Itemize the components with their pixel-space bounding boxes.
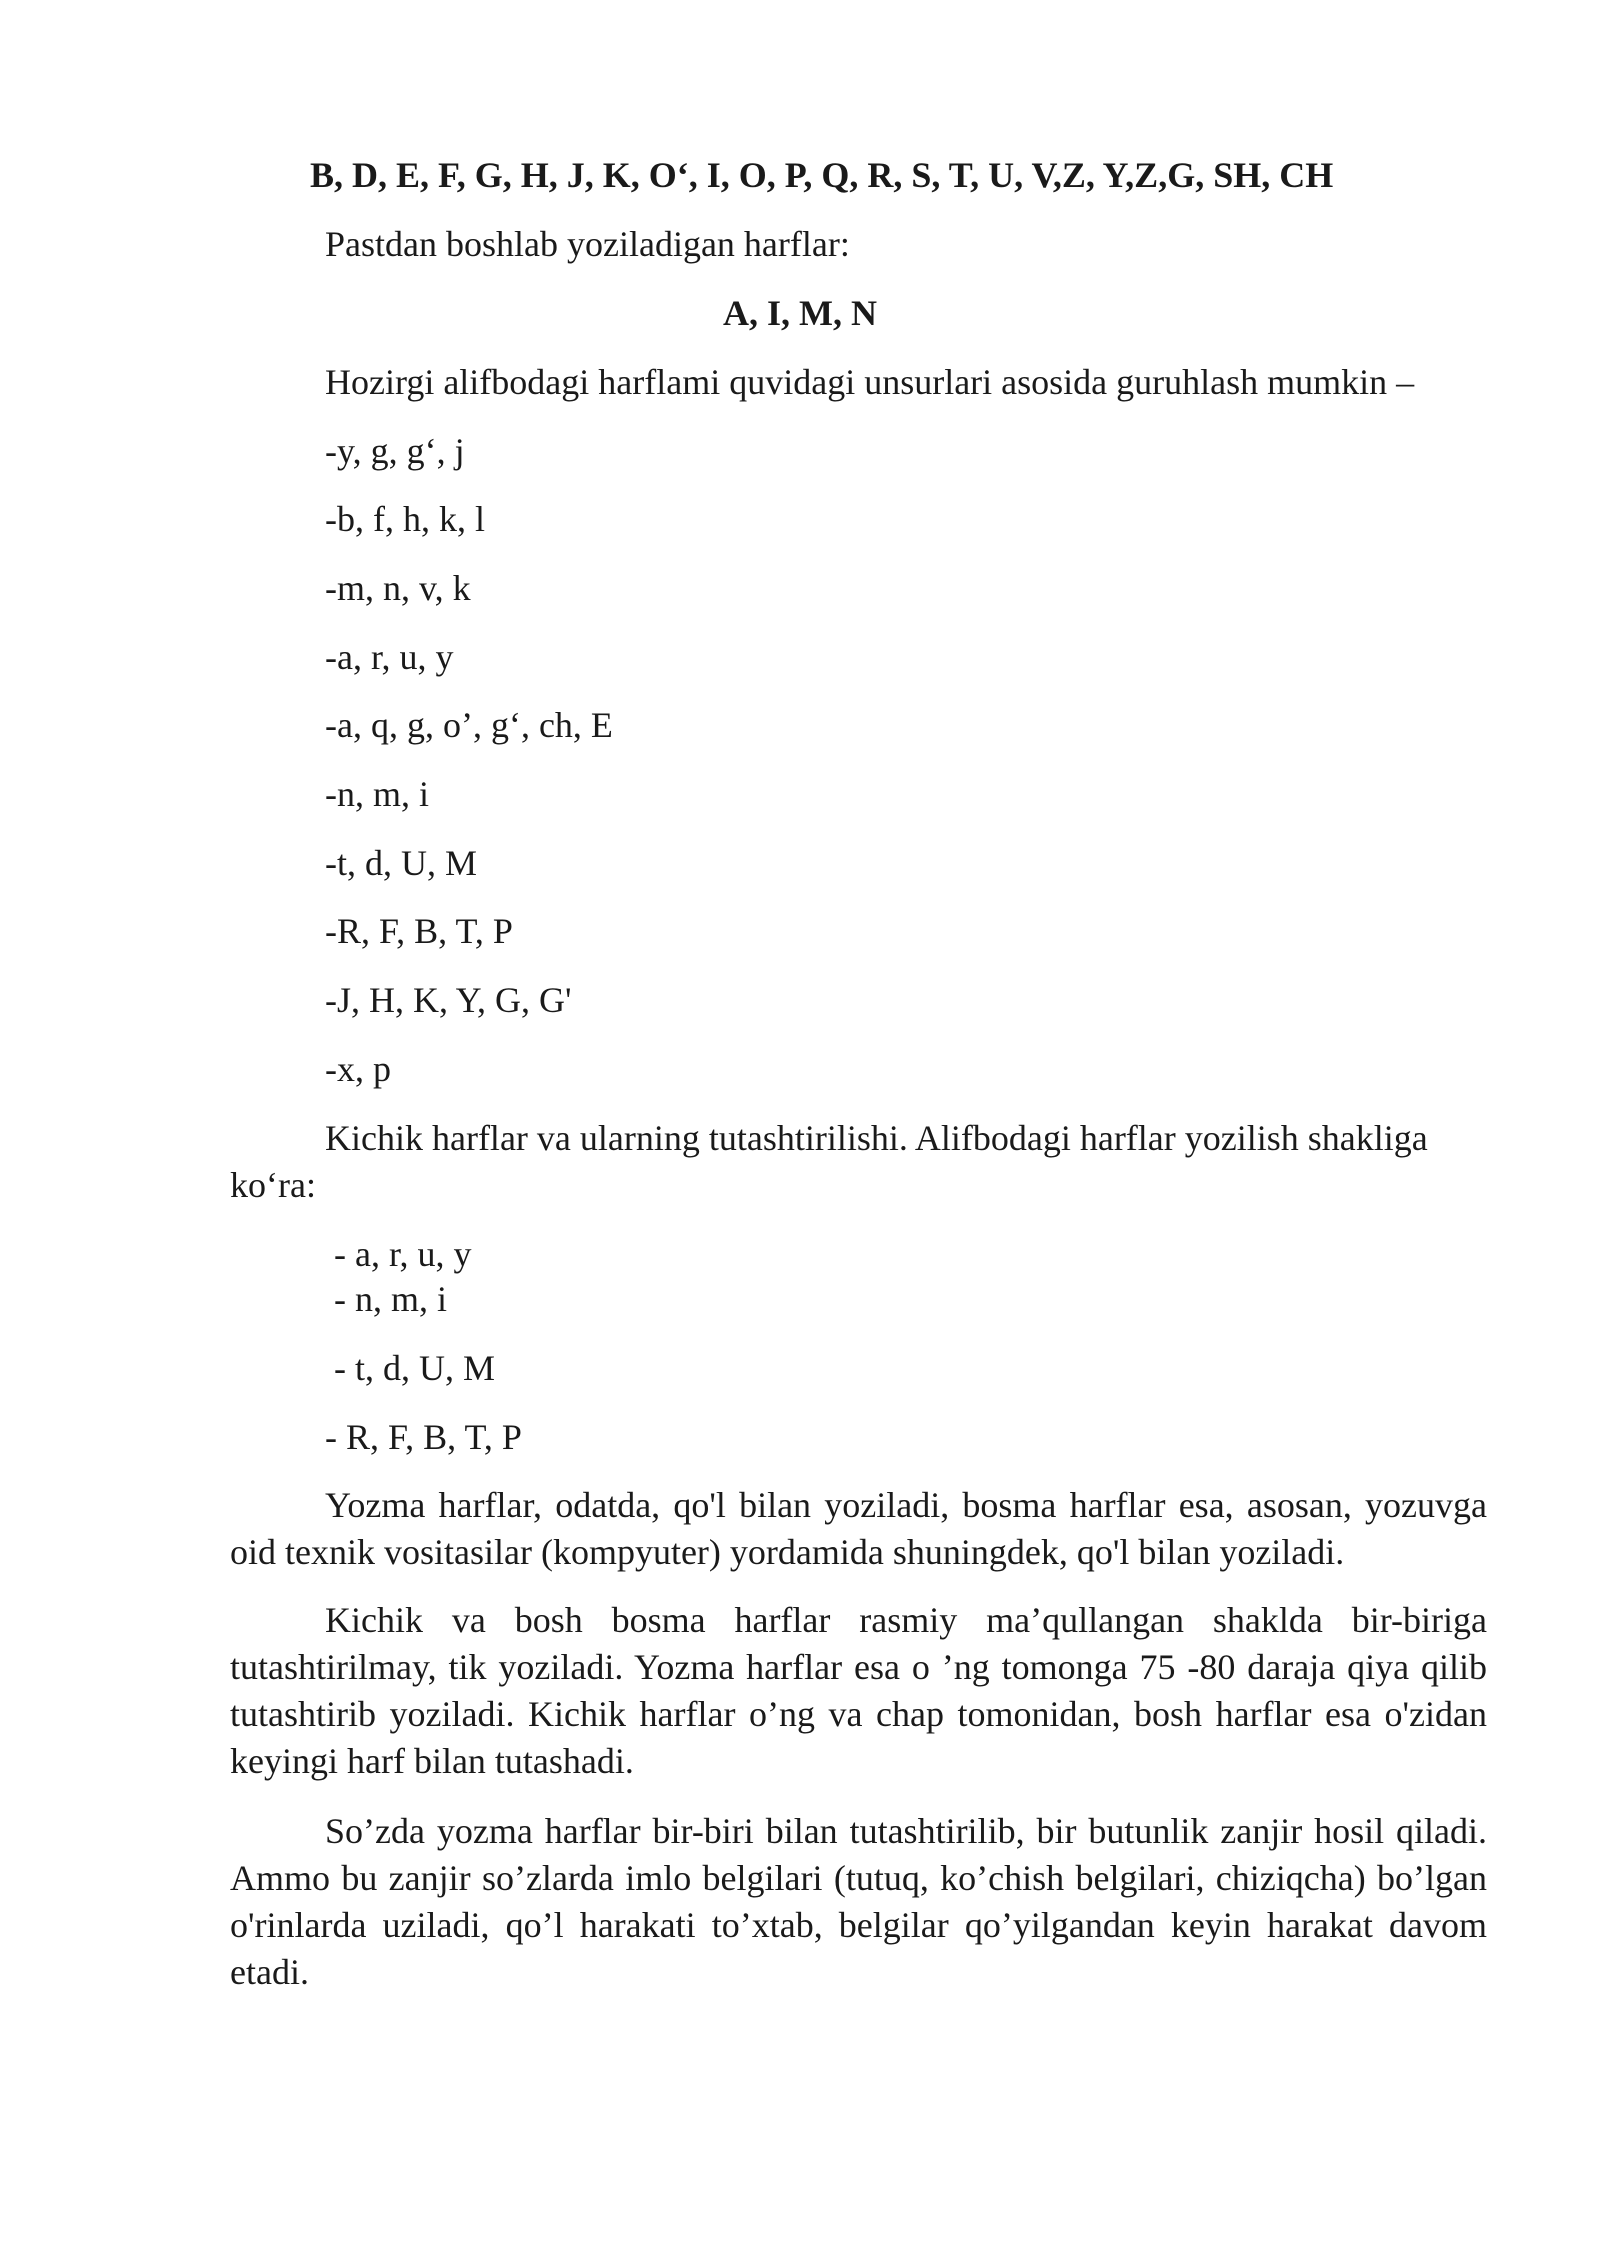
- paragraph-print-vs-cursive: [230, 1597, 1487, 1785]
- group-line: -J, H, K, Y, G, G': [325, 980, 572, 1020]
- group-line: -m, n, v, k: [325, 568, 471, 608]
- group-line: -x, p: [325, 1049, 391, 1089]
- shape-group-line: - a, r, u, y: [325, 1234, 472, 1274]
- shape-group-line: - n, m, i: [325, 1279, 447, 1319]
- group-line: -y, g, g‘, j: [325, 431, 465, 471]
- paragraph-letter-chain: [230, 1808, 1487, 1996]
- grouping-intro: Hozirgi alifbodagi harflami quvidagi unsurlari asosida guruhlash mumkin –: [325, 362, 1415, 402]
- group-line: -R, F, B, T, P: [325, 911, 513, 951]
- shape-group-line: - t, d, U, M: [325, 1348, 495, 1388]
- group-line: -t, d, U, M: [325, 843, 477, 883]
- lowercase-intro: Kichik harflar va ularning tutashtirilishi. Alifbodagi harflar yozilish shakliga: [325, 1118, 1428, 1158]
- paragraph-text: Kichik va bosh bosma harflar rasmiy ma’qullangan shaklda bir-biriga tutashtirilmay, tik yoziladi. Yozma harflar esa o ’ng tomonga 75 -80 daraja qiya qilib tutashtirib yoziladi. Kichik harflar o’ng va chap tomonidan, bosh harflar esa o'zidan keyingi harf bilan tutashadi.: [230, 1600, 1487, 1781]
- paragraph-handwritten-letters: [230, 1482, 1487, 1576]
- bottom-start-letters: A, I, M, N: [723, 293, 877, 333]
- paragraph-text: Yozma harflar, odatda, qo'l bilan yoziladi, bosma harflar esa, asosan, yozuvga oid texnik vositasilar (kompyuter) yordamida shuningdek, qo'l bilan yoziladi.: [230, 1485, 1487, 1572]
- group-line: -a, q, g, o’, g‘, ch, E: [325, 705, 613, 745]
- heading-letters: B, D, E, F, G, H, J, K, O‘, I, O, P, Q, R, S, T, U, V,Z, Y,Z,G, SH, CH: [310, 155, 1334, 195]
- group-line: -b, f, h, k, l: [325, 499, 485, 539]
- group-line: -a, r, u, y: [325, 637, 454, 677]
- lowercase-intro-continued: ko‘ra:: [230, 1165, 316, 1205]
- shape-group-line: - R, F, B, T, P: [325, 1417, 522, 1457]
- paragraph-text: So’zda yozma harflar bir-biri bilan tutashtirilib, bir butunlik zanjir hosil qiladi. Ammo bu zanjir so’zlarda imlo belgilari (tutuq, ko’chish belgilari, chiziqcha) bo’lgan o'rinlarda uziladi, qo’l harakati to’xtab, belgilar qo’yilgandan keyin harakat davom etadi.: [230, 1811, 1487, 1992]
- bottom-start-label: Pastdan boshlab yoziladigan harflar:: [325, 224, 850, 264]
- group-line: -n, m, i: [325, 774, 429, 814]
